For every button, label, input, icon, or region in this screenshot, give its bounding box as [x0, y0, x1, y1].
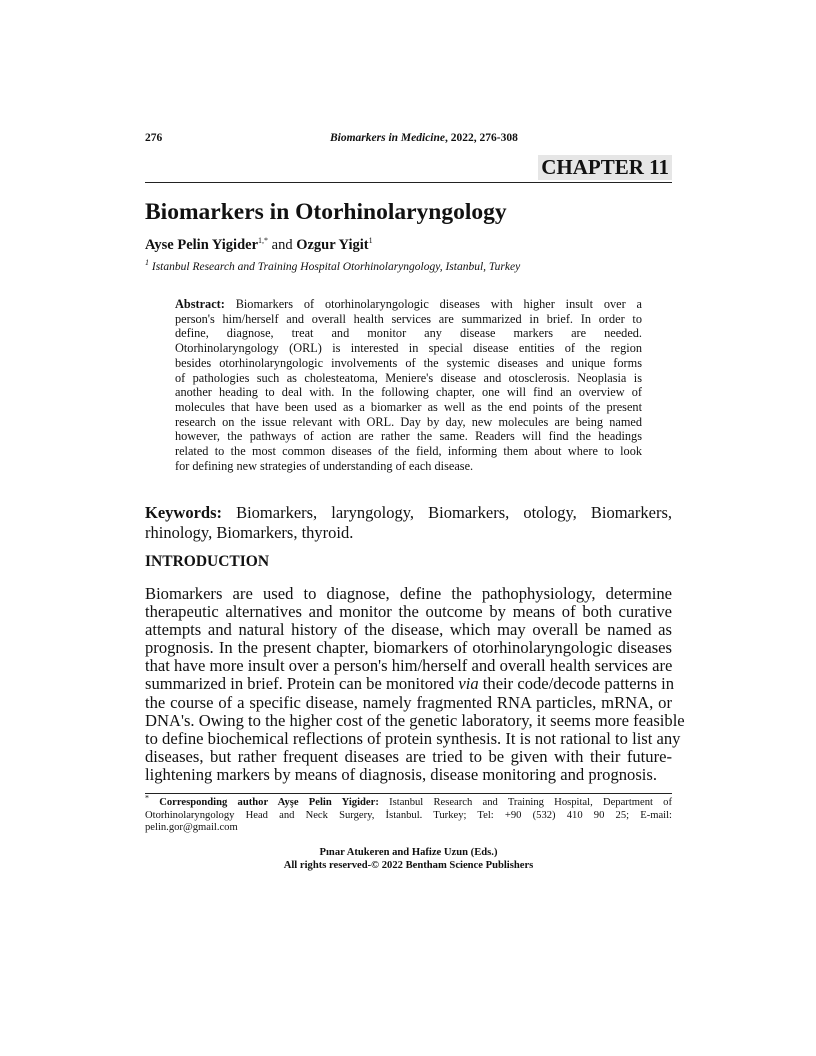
body-line	[145, 675, 672, 693]
abstract-line: for defining new strategies of understanding of each disease.	[175, 458, 474, 473]
footnote-author: Corresponding author Ayşe Pelin Yigider:	[149, 797, 379, 808]
footnote-rule	[145, 793, 672, 794]
body-line: Biomarkers are used to diagnose, define the pathophysiology, determine	[145, 584, 672, 603]
keywords-text: Biomarkers, laryngology, Biomarkers, otology, Biomarkers,	[222, 503, 672, 522]
editors: Pınar Atukeren and Hafize Uzun (Eds.)	[319, 847, 498, 858]
author-and: and	[268, 237, 297, 253]
footnote-line	[145, 793, 672, 810]
keywords-line	[145, 503, 672, 523]
footnote-marker: *	[145, 793, 149, 803]
body-line: prognosis. In the present chapter, biomarkers of otorhinolaryngologic diseases	[145, 638, 672, 658]
body-italic: via	[458, 674, 479, 694]
abstract-text: Biomarkers of otorhinolaryngologic diseases with higher insult over a	[224, 297, 642, 311]
abstract-line: define, diagnose, treat and monitor any disease markers are needed.	[175, 326, 642, 341]
keywords-line: rhinology, Biomarkers, thyroid.	[145, 523, 354, 542]
body-line: therapeutic alternatives and monitor the outcome by means of both curative	[145, 602, 672, 622]
abstract-line: of pathologies such as cholesteatoma, Meniere's disease and otosclerosis. Neoplasia is	[175, 370, 642, 385]
body-line: that have more insult over a person's him/herself and overall health services are	[145, 656, 673, 676]
body-line: lightening markers by means of diagnosis, disease monitoring and prognosis.	[145, 764, 658, 784]
abstract-line: Otorhinolaryngology (ORL) is interested in special disease entities of the region	[175, 341, 642, 356]
body-line: attempts and natural history of the disease, which may overall be named as	[145, 620, 672, 640]
body-line: the course of a specific disease, namely fragmented RNA particles, mRNA, or	[145, 692, 672, 712]
running-header	[330, 132, 518, 144]
abstract-line	[175, 297, 642, 312]
abstract-line: besides otorhinolaryngologic involvements of the systemic diseases and unique forms	[175, 355, 642, 370]
abstract-label: Abstract:	[175, 297, 225, 311]
chapter-title: Biomarkers in Otorhinolaryngology	[145, 199, 507, 225]
footnote-email: pelin.gor@gmail.com	[145, 822, 238, 833]
abstract	[175, 297, 642, 473]
body-line: DNA's. Owing to the higher cost of the genetic laboratory, it seems more feasible	[145, 710, 685, 730]
footnote	[145, 793, 672, 835]
body-line: to define biochemical reflections of protein synthesis. It is not rational to list any	[145, 728, 681, 748]
journal-title: Biomarkers in Medicine	[330, 132, 446, 144]
abstract-line: molecules that have been used as a biomarker as well as the end points of the present	[175, 399, 642, 414]
book-credits	[145, 847, 672, 872]
chapter-label: CHAPTER 11	[538, 155, 672, 180]
keywords	[145, 503, 672, 543]
keywords-label: Keywords:	[145, 503, 222, 522]
author-sup: 1,*	[258, 236, 269, 246]
body-text: summarized in brief. Protein can be monitored	[145, 674, 459, 694]
abstract-line: person's him/herself and overall health services are summarized in brief. In order to	[175, 311, 642, 326]
body-line: diseases, but rather frequent diseases are tried to be given with their future-	[145, 746, 672, 766]
authors	[145, 236, 373, 254]
author-name: Ozgur Yigit	[296, 237, 369, 253]
body-text: their code/decode patterns in	[478, 674, 674, 694]
author-name: Ayse Pelin Yigider	[145, 237, 259, 253]
affiliation-sup: 1	[145, 258, 149, 268]
affiliation	[145, 260, 520, 274]
abstract-line: another heading to deal with. In the following chapter, one will find an overview of	[175, 385, 642, 400]
abstract-line: however, the pathways of action are rather the same. Readers will find the headings	[175, 429, 642, 444]
abstract-line: related to the most common diseases of the field, informing them about where to look	[175, 444, 642, 459]
copyright: All rights reserved-© 2022 Bentham Science Publishers	[283, 859, 534, 871]
footnote-text: Istanbul Research and Training Hospital, Department of	[378, 797, 672, 808]
abstract-line: research on the issue relevant with ORL. Day by day, new molecules are being named	[175, 414, 642, 429]
footnote-line: Otorhinolaryngology Head and Neck Surgery, İstanbul. Turkey; Tel: +90 (532) 410 90 25; E-mail:	[145, 809, 672, 821]
affiliation-text: Istanbul Research and Training Hospital Otorhinolaryngology, Istanbul, Turkey	[149, 261, 521, 273]
author-sup: 1	[368, 236, 373, 246]
journal-volume: , 2022, 276-308	[445, 132, 518, 144]
introduction-body	[145, 584, 685, 784]
header-rule	[145, 182, 672, 183]
section-heading: INTRODUCTION	[145, 553, 270, 570]
page-number: 276	[145, 132, 163, 144]
